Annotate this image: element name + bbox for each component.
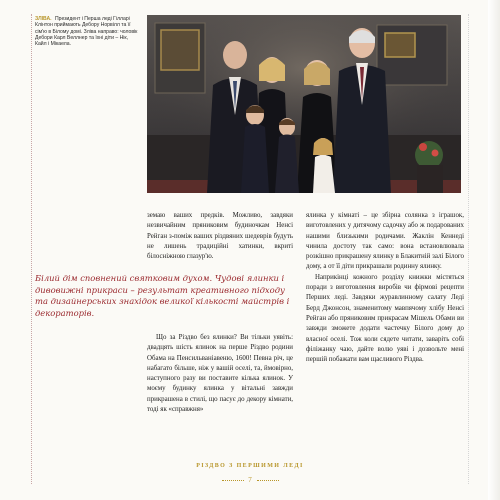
running-footer-title: РІЗДВО З ПЕРШИМИ ЛЕДІ	[196, 463, 304, 469]
photo-caption	[35, 16, 141, 47]
caption-label: ЗЛІВА.	[35, 16, 52, 22]
footer-rule-right	[257, 480, 279, 481]
text-column-middle-top	[147, 211, 293, 262]
paragraph: ялинка у кімнаті – це збірна солянка з іграшок, виготовлених у дитячому садочку або ж подарованих нашими близькими родичами. Жаклін Кеннеді чинила достоту так само: вона встановлювала розкішно прикрашену ялинку в Блакитній залі Білого дому, а от її діти прикрашали родинну ялинку.	[306, 212, 464, 271]
text-column-middle-bottom	[147, 333, 293, 415]
right-dotted-rule	[468, 14, 469, 484]
page-number: 7	[248, 476, 252, 484]
text-column-right	[306, 211, 464, 365]
family-photo-illustration	[147, 15, 461, 193]
page-number-row	[0, 476, 500, 484]
footer-rule-left	[222, 480, 244, 481]
paragraph: Що за Різдво без ялинки? Ви тільки уявіть: двадцять шість ялинок на перше Різдво родини Обама на Пенсильваніавеню, 1600! Певна річ, це набагато більше, ніж у вашій оселі, та, ймовірно, наступного разу ви поставите кілька ялинок. У моєму будинку ялинка у вітальні завжди прикрашена в стилі, що пасує до декору кімнати, тоді як «справжня»	[147, 334, 293, 414]
family-photo	[147, 15, 461, 193]
pull-quote: Білий дім сповнений святковим духом. Чудові ялинки і дивовижні прикраси – результат креативного підходу та дизайнерських знахідок великої кількості майстрів і декораторів.	[35, 273, 290, 318]
page-edge-shadow	[488, 0, 500, 500]
left-dotted-rule	[31, 14, 32, 484]
paragraph: Наприкінці кожного розділу книжки містяться поради з виготовлення виробів чи фірмові рецепти Перших леді. Завдяки журавлинному салату Леді Берд Джонсон, знаменитому мавпячому хлібу Ненсі Рейган або пряниковим прикрасам Мішель Обами ви завжди зможете додати частечку Білого дому до власної оселі. Тож коли сядете читати, заваріть собі філіжанку чаю, дайте волю уяві і дозвольте мені першій побажати вам щасливого Різдва.	[306, 273, 464, 364]
caption-text: Президент і Перша леді Гілларі Клінтон приймають Дебору Норвілл та її сім'ю в Білому домі. Зліва направо: чоловік Дебори Карл Веллнер та їхні діти – Нік, Кайл і Мікаела.	[35, 16, 138, 48]
paragraph: земаю ваших предків. Можливо, завдяки незвичайним пряниковим будиночкам Ненсі Рейган з-поміж ваших різдвяних шедеврів будуть не лишень традиційні хатинки, вкриті білосніжною глазур'ю.	[147, 212, 293, 261]
